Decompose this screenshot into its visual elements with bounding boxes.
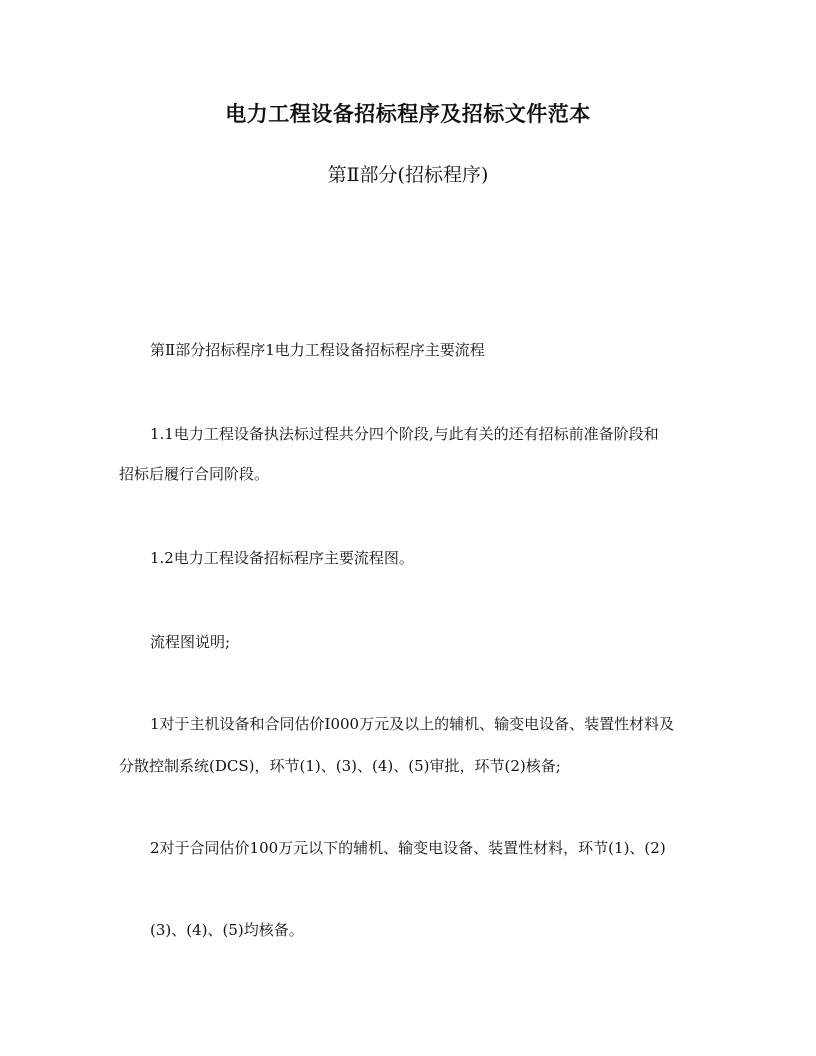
paragraph-note-1-line-1: 1对于主机设备和合同估价I000万元及以上的辅机、输变电设备、装置性材料及 (150, 715, 675, 733)
document-title: 电力工程设备招标程序及招标文件范本 (225, 101, 591, 126)
paragraph-part-two-heading: 第Ⅱ部分招标程序1电力工程设备招标程序主要流程 (150, 341, 485, 359)
paragraph-note-1-line-2: 分散控制系统(DCS)，环节(1)、(3)、(4)、(5)审批，环节(2)核备; (119, 757, 561, 775)
document-subtitle: 第Ⅱ部分(招标程序) (327, 164, 489, 186)
paragraph-note-2-line-2: (3)、(4)、(5)均核备。 (150, 921, 304, 939)
paragraph-flowchart-notes: 流程图说明; (150, 633, 231, 651)
paragraph-1-2: 1.2电力工程设备招标程序主要流程图。 (150, 549, 414, 567)
paragraph-1-1-line-1: 1.1电力工程设备执法标过程共分四个阶段,与此有关的还有招标前准备阶段和 (150, 425, 659, 443)
paragraph-1-1-line-2: 招标后履行合同阶段。 (119, 465, 270, 483)
paragraph-note-2-line-1: 2对于合同估价100万元以下的辅机、输变电设备、装置性材料，环节(1)、(2) (150, 839, 666, 857)
